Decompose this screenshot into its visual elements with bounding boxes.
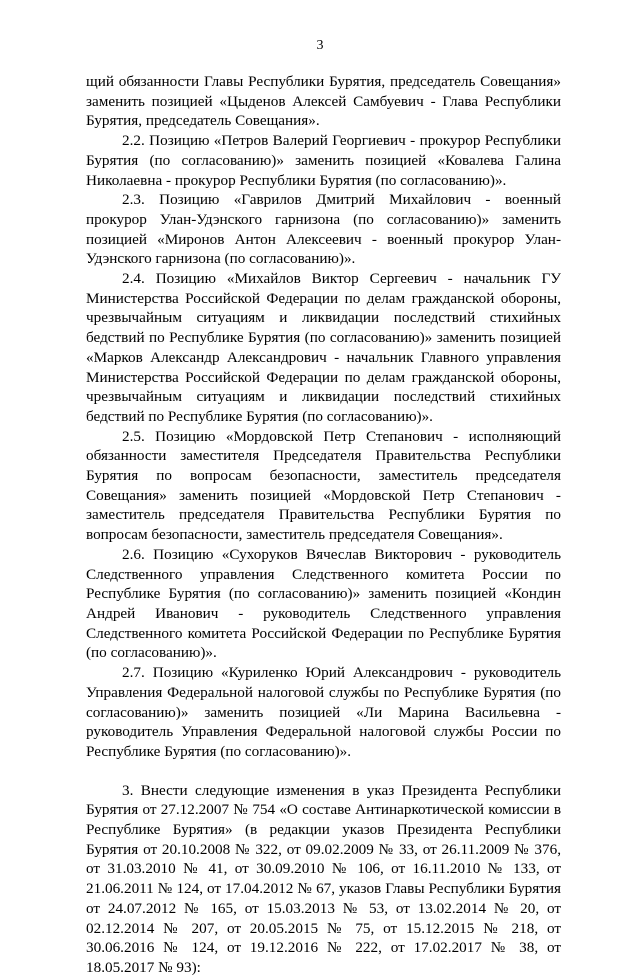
paragraph-2-7: 2.7. Позицию «Куриленко Юрий Александрович - руководитель Управления Федеральной налоговой службы по Республике Бурятия (по согласованию)» заменить позицией «Ли Марина Васильевна - руководитель Управления Федеральной налоговой службы России по Республике Бурятия (по согласованию)». bbox=[86, 664, 561, 760]
paragraph-3: 3. Внести следующие изменения в указ Президента Республики Бурятия от 27.12.2007 № 754 «О составе Антинаркотической комиссии в Республике Бурятия» (в редакции указов Президента Республики Бурятия от 20.10.2008 № 322, от 09.02.2009 № 33, от 26.11.2009 № 376, от 31.03.2010 № 41, от 30.09.2010 № 106, от 16.11.2010 № 133, от 21.06.2011 № 124, от 17.04.2012 № 67, указов Главы Республики Бурятия от 24.07.2012 № 165, от 15.03.2013 № 53, от 13.02.2014 № 20, от 02.12.2014 № 207, от 20.05.2015 № 75, от 15.12.2015 № 218, от 30.06.2016 № 124, от 19.12.2016 № 222, от 17.02.2017 № 38, от 18.05.2017 № 93): bbox=[86, 781, 561, 976]
paragraph-2-3: 2.3. Позицию «Гаврилов Дмитрий Михайлович - военный прокурор Улан-Удэнского гарнизона (по согласованию)» заменить позицией «Миронов Антон Алексеевич - военный прокурор Улан-Удэнского гарнизона (по согласованию)». bbox=[86, 191, 561, 268]
paragraph-2-2: 2.2. Позицию «Петров Валерий Георгиевич - прокурор Республики Бурятия (по согласованию)» заменить позицией «Ковалева Галина Николаевна - прокурор Республики Бурятия (по согласованию)». bbox=[86, 132, 561, 189]
paragraph-2-6: 2.6. Позицию «Сухоруков Вячеслав Викторович - руководитель Следственного управления Следственного комитета России по Республике Бурятия (по согласованию)» заменить позицией «Кондин Андрей Иванович - руководитель Следственного управления Следственного комитета Российской Федерации по Республике Бурятия (по согласованию)». bbox=[86, 545, 561, 662]
paragraph-2-4: 2.4. Позицию «Михайлов Виктор Сергеевич - начальник ГУ Министерства Российской Федерации по делам гражданской обороны, чрезвычайным ситуациям и ликвидации последствий стихийных бедствий по Республике Бурятия (по согласованию)» заменить позицией «Марков Александр Александрович - начальник Главного управления Министерства Российской Федерации по делам гражданской обороны, чрезвычайным ситуациям и ликвидации последствий стихийных бедствий по Республике Бурятия (по согласованию)». bbox=[86, 270, 561, 425]
paragraph-2-5: 2.5. Позицию «Мордовской Петр Степанович - исполняющий обязанности заместителя Председателя Правительства Республики Бурятия по вопросам безопасности, заместитель председателя Совещания» заменить позицией «Мордовской Петр Степанович - заместитель председателя Правительства Республики Бурятия по вопросам безопасности, заместитель председателя Совещания». bbox=[86, 427, 561, 544]
document-body bbox=[86, 72, 561, 978]
paragraph-continuation: щий обязанности Главы Республики Бурятия, председатель Совещания» заменить позицией «Цыденов Алексей Самбуевич - Глава Республики Бурятия, председатель Совещания». bbox=[86, 73, 561, 130]
page-number: 3 bbox=[316, 38, 324, 53]
